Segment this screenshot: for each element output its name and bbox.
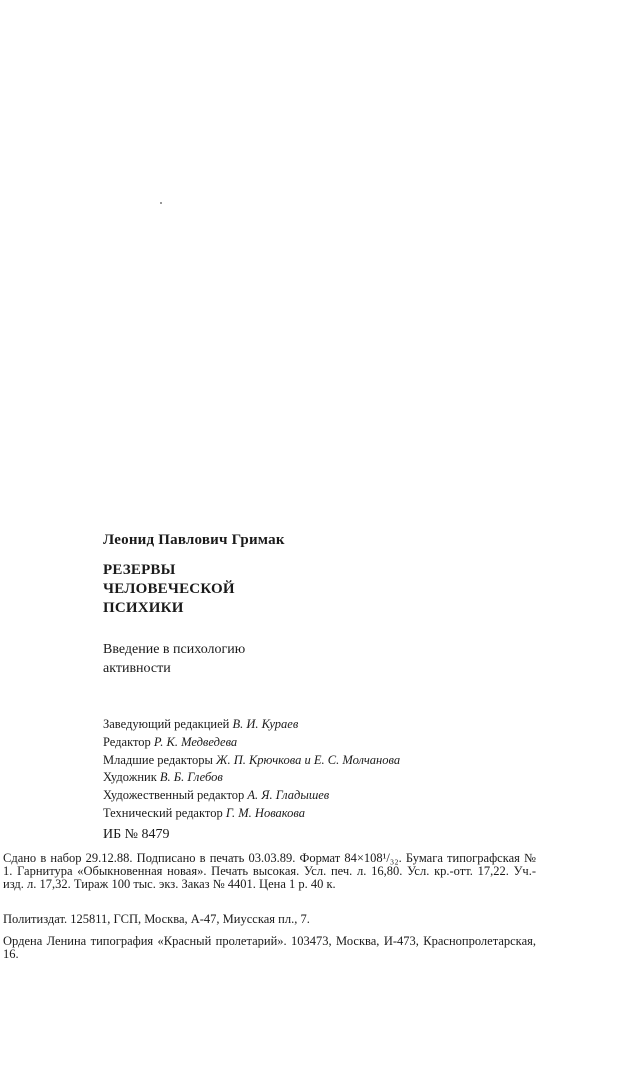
credit-person: А. Я. Гладышев [247, 788, 330, 803]
credit-line [103, 752, 400, 770]
book-subtitle-line: активности [103, 661, 171, 676]
credit-role: Младшие редакторы [103, 752, 213, 767]
credit-role: Редактор [103, 734, 151, 749]
editorial-credits [103, 716, 400, 823]
credit-line [103, 805, 400, 823]
book-title-line: ПСИХИКИ [103, 600, 184, 616]
book-subtitle-line: Введение в психологию [103, 642, 246, 657]
credit-person: Ж. П. Крючкова и Е. С. Молчанова [216, 752, 401, 767]
printer-info: Ордена Ленина типография «Красный пролетарий». 103473, Москва, И-473, Краснопролетарская, 16. [3, 934, 536, 961]
ib-number: ИБ № 8479 [103, 827, 170, 842]
page-speck [160, 202, 162, 204]
book-subtitle [103, 640, 245, 678]
book-title-line: ЧЕЛОВЕЧЕСКОЙ [103, 581, 235, 597]
credit-line [103, 716, 400, 734]
book-title [103, 561, 235, 618]
credit-person: В. Б. Глебов [159, 770, 223, 785]
publisher-address: Политиздат. 125811, ГСП, Москва, А-47, Миусская пл., 7. [3, 912, 310, 926]
book-title-line: РЕЗЕРВЫ [103, 562, 176, 578]
credit-role: Технический редактор [103, 805, 223, 820]
author-name: Леонид Павлович Гримак [103, 532, 285, 548]
credit-person: Г. М. Новакова [225, 805, 305, 820]
credit-line [103, 769, 400, 787]
credit-person: Р. К. Медведева [153, 734, 238, 749]
credit-role: Художественный редактор [103, 788, 245, 803]
imprint-details: Сдано в набор 29.12.88. Подписано в печать 03.03.89. Формат 84×108¹/₃₂. Бумага типографская № 1. Гарнитура «Обыкновенная новая». Печать высокая. Усл. печ. л. 16,80. Усл. кр.-отт. 17,22. Уч.-изд. л. 17,32. Тираж 100 тыс. экз. Заказ № 4401. Цена 1 р. 40 к. [3, 851, 536, 891]
credit-person: В. И. Кураев [232, 717, 299, 731]
credit-line [103, 787, 400, 805]
credit-role: Художник [103, 770, 157, 785]
credit-role: Заведующий редакцией [103, 717, 230, 731]
credit-line [103, 734, 400, 752]
